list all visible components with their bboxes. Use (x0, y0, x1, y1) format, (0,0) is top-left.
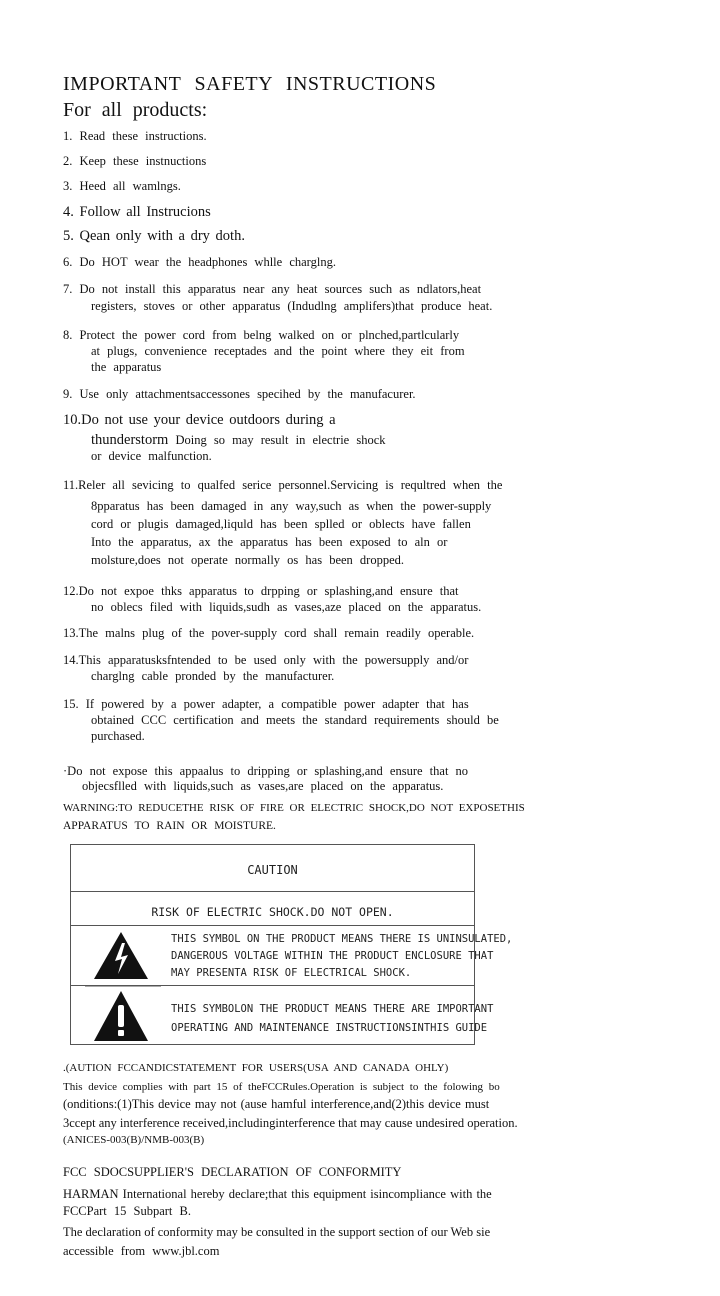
instruction-12-cont: no oblecs filed with liquids,sudh as vases,aze placed on the apparatus. (91, 600, 482, 614)
important-symbol-line-2: OPERATING AND MAINTENANCE INSTRUCTIONSINTHIS GUIDE (171, 1022, 488, 1034)
sdoc-line-3: The declaration of conformity may be consulted in the support section of our Web sie (63, 1225, 491, 1239)
instruction-11-cont-2: cord or plugis damaged,liquld has been splled or oblects have fallen (91, 517, 471, 531)
instruction-11: 11.Reler all sevicing to qualfed serice personnel.Servicing is requltred when the (63, 478, 503, 492)
instruction-8: 8. Protect the power cord from belng walked on or plnched,partlcularly (63, 328, 460, 342)
bullet-splash-warning: ·Do not expose this appaalus to dripping or splashing,and ensure that no (63, 764, 469, 778)
instruction-15-cont-1: obtained CCC certification and meets the standard requirements should be (91, 713, 499, 727)
sdoc-line-2: FCCPart 15 Subpart B. (63, 1204, 191, 1218)
sdoc-line-1: HARMAN International hereby declare;that this equipment isincompliance with the (63, 1187, 492, 1201)
exclamation-warning-icon (91, 989, 151, 1043)
instruction-10-cont-2: or device malfunction. (91, 449, 212, 463)
instruction-14: 14.This apparatusksfntended to be used only with the powersupply and/or (63, 653, 469, 667)
caution-row-important (71, 985, 494, 1045)
sdoc-heading: FCC SDOCSUPPLIER'S DECLARATION OF CONFORMITY (63, 1165, 402, 1179)
instruction-9: 9. Use only attachmentsaccessones specihed by the manufacurer. (63, 387, 416, 401)
instruction-5: 5. Qean only with a dry doth. (63, 228, 245, 244)
instruction-13: 13.The malns plug of the pover-supply cord shall remain readily operable. (63, 626, 475, 640)
instruction-11-cont-3: Into the apparatus, ax the apparatus has been exposed to aln or (91, 535, 448, 549)
bullet-splash-warning-cont: objecsflled with liquids,such as vases,are placed on the apparatus. (82, 779, 444, 793)
instruction-10-cont-1 (91, 431, 386, 449)
instruction-6: 6. Do HOT wear the headphones whlle charglng. (63, 255, 336, 269)
sdoc-line-4: accessible from www.jbl.com (63, 1244, 220, 1258)
caution-row-shock (71, 925, 513, 986)
instruction-10: 10.Do not use your device outdoors during a (63, 412, 336, 428)
fcc-line-2: (onditions:(1)This device may not (ause hamful interference,and(2)this device must (63, 1097, 490, 1111)
warning-line-2: APPARATUS TO RAIN OR MOISTURE. (63, 820, 276, 832)
instruction-7-cont: registers, stoves or other apparatus (Indudlng amplifers)that produce heat. (91, 299, 493, 313)
fcc-line-1: This device complies with part 15 of theFCCRules.Operation is subject to the folowing bo (63, 1081, 500, 1093)
fcc-heading: .(AUTION FCCANDICSTATEMENT FOR USERS(USA AND CANADA OHLY) (63, 1062, 449, 1074)
instruction-10-big-text: thunderstorm (91, 432, 169, 448)
instruction-4: 4. Follow all Instrucions (63, 204, 211, 220)
caution-risk-text: RISK OF ELECTRIC SHOCK.DO NOT OPEN. (151, 905, 394, 919)
shock-symbol-line-3: MAY PRESENTA RISK OF ELECTRICAL SHOCK. (171, 967, 412, 979)
caution-heading: CAUTION (247, 863, 298, 877)
instruction-7: 7. Do not install this apparatus near any heat sources such as ndlators,heat (63, 282, 482, 296)
instruction-11-cont-1: 8pparatus has been damaged in any way,such as when the power-supply (91, 499, 492, 513)
lightning-warning-icon (91, 929, 151, 983)
instruction-11-cont-4: molsture,does not operate normally os has been dropped. (91, 553, 404, 567)
instruction-1: 1. Read these instructions. (63, 129, 207, 143)
instruction-12: 12.Do not expoe thks apparatus to drpping or splashing,and ensure that (63, 584, 459, 598)
instruction-3: 3. Heed all wamlngs. (63, 179, 181, 193)
instruction-15-cont-2: purchased. (91, 729, 145, 743)
fcc-line-3: 3ccept any interference received,includinginterference that may cause undesired operation. (63, 1116, 518, 1130)
shock-symbol-line-2: DANGEROUS VOLTAGE WITHIN THE PRODUCT ENCLOSURE THAT (171, 950, 494, 962)
caution-box (70, 844, 513, 1045)
instruction-10-small-text: Doing so may result in electrie shock (168, 433, 386, 447)
caution-row-risk (71, 891, 474, 926)
important-symbol-line-1: THIS SYMBOLON THE PRODUCT MEANS THERE ARE IMPORTANT (171, 1003, 494, 1015)
instruction-8-cont-1: at plugs, convenience receptades and the point where they eit from (91, 344, 465, 358)
shock-symbol-line-1: THIS SYMBOL ON THE PRODUCT MEANS THERE IS UNINSULATED, (171, 933, 513, 945)
instruction-8-cont-2: the apparatus (91, 360, 162, 374)
warning-line-1: WARNING:TO REDUCETHE RISK OF FIRE OR ELECTRIC SHOCK,DO NOT EXPOSETHIS (63, 802, 525, 814)
fcc-line-4: (ANICES-003(B)/NMB-003(B) (63, 1134, 205, 1146)
instruction-14-cont: charglng cable pronded by the manufacturer. (91, 669, 335, 683)
page-subtitle: For all products: (63, 99, 208, 121)
instruction-15: 15. If powered by a power adapter, a compatible power adapter that has (63, 697, 469, 711)
page-title: IMPORTANT SAFETY INSTRUCTIONS (63, 73, 437, 95)
instruction-2: 2. Keep these instnuctions (63, 154, 207, 168)
caution-row-heading (71, 845, 474, 892)
